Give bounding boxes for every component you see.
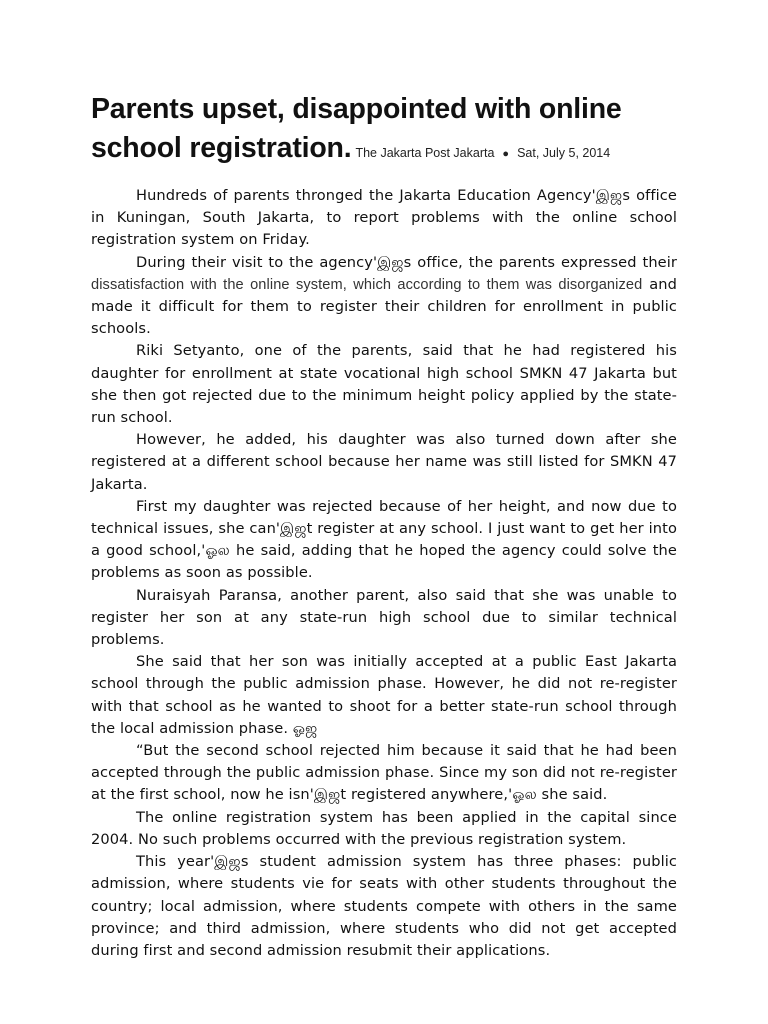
article-headline: [91, 90, 677, 174]
byline-separator: ●: [502, 148, 510, 160]
paragraph: She said that her son was initially accepted at a public East Jakarta school through the public admission phase. However, he did not re-register with that school as he wanted to shoot for a better state-run school through the local admission phase. ஓஜ: [91, 653, 677, 737]
paragraph: “But the second school rejected him because it said that he had been accepted through the public admission phase. Since my son did not re-register at the first school, now he isn'இஜt registered anywhere,'ஓல she said.: [91, 742, 677, 804]
paragraph: This year'இஜs student admission system has three phases: public admission, where students vie for seats with other students throughout the country; local admission, where students compete with others in the same province; and third admission, where students who did not get accepted during first and second admission resubmit their applications.: [91, 853, 677, 959]
paragraph-text: During their visit to the agency'இஜs office, the parents expressed their: [136, 253, 677, 271]
paragraph-text: and made it difficult for them to register their children for enrollment in public schools.: [91, 275, 677, 338]
article-page: [91, 90, 677, 962]
paragraph: First my daughter was rejected because of her height, and now due to technical issues, she can'இஜt register at any school. I just want to get her into a good school,'ஓல he said, adding that he hoped the agency could solve the problems as soon as possible.: [91, 497, 677, 582]
paragraph: However, he added, his daughter was also turned down after she registered at a different school because her name was still listed for SMKN 47 Jakarta.: [91, 431, 677, 493]
paragraph: Hundreds of parents thronged the Jakarta Education Agency'இஜs office in Kuningan, South Jakarta, to report problems with the online school registration system on Friday.: [91, 187, 677, 249]
paragraph: [91, 252, 677, 341]
paragraph-thin-text: dissatisfaction with the online system, which according to them was disorganized: [91, 276, 643, 293]
headline-text: Parents upset, disappointed with online school registration.: [91, 93, 622, 164]
paragraph: The online registration system has been applied in the capital since 2004. No such problems occurred with the previous registration system.: [91, 808, 677, 848]
paragraph: Nuraisyah Paransa, another parent, also said that she was unable to register her son at any state-run high school due to similar technical problems.: [91, 586, 677, 649]
byline-date: Sat, July 5, 2014: [517, 146, 611, 160]
byline-source: The Jakarta Post Jakarta: [355, 146, 495, 160]
article-body: [91, 185, 677, 962]
byline: [355, 146, 610, 160]
paragraph: Riki Setyanto, one of the parents, said that he had registered his daughter for enrollment at state vocational high school SMKN 47 Jakarta but she then got rejected due to the minimum height policy applied by the state-run school.: [91, 342, 677, 427]
